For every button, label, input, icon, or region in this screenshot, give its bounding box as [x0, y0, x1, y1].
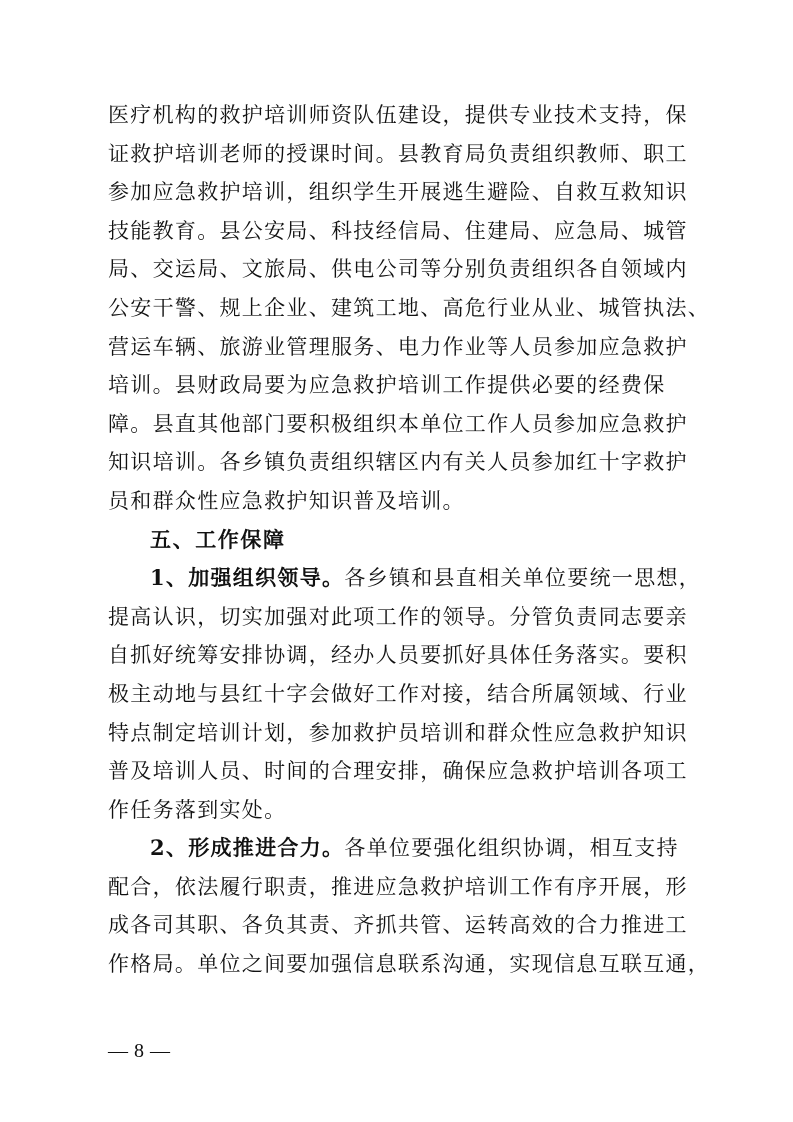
text-line: 技能教育。县公安局、科技经信局、住建局、应急局、城管	[108, 218, 688, 243]
item-first-line	[108, 559, 702, 598]
text-line: 成各司其职、各负其责、齐抓共管、运转高效的合力推进工	[108, 913, 688, 938]
text-line: 证救护培训老师的授课时间。县教育局负责组织教师、职工	[108, 141, 688, 166]
item-organization-leadership	[108, 559, 702, 829]
text-line: 特点制定培训计划，参加救护员培训和群众性应急救护知识	[108, 720, 688, 745]
text-line: 营运车辆、旅游业管理服务、电力作业等人员参加应急救护	[108, 334, 688, 359]
text-line: 知识培训。各乡镇负责组织辖区内有关人员参加红十字救护	[108, 450, 688, 475]
item-text: 各乡镇和县直相关单位要统一思想，	[344, 566, 702, 591]
text-line: 作任务落到实处。	[108, 797, 287, 822]
text-line: 参加应急救护培训，组织学生开展逃生避险、自救互救知识	[108, 180, 688, 205]
section-heading: 五、工作保障	[150, 527, 286, 552]
text-line: 配合，依法履行职责，推进应急救护培训工作有序开展，形	[108, 874, 688, 899]
text-line: 自抓好统筹安排协调，经办人员要抓好具体任务落实。要积	[108, 643, 688, 668]
text-line: 提高认识，切实加强对此项工作的领导。分管负责同志要亲	[108, 604, 688, 629]
text-line: 员和群众性应急救护知识普及培训。	[108, 488, 465, 513]
page-number: — 8 —	[108, 1040, 171, 1062]
item-first-line	[108, 829, 698, 868]
document-body	[108, 96, 711, 984]
text-line: 极主动地与县红十字会做好工作对接，结合所属领域、行业	[108, 681, 688, 706]
paragraph-responsibilities	[108, 96, 711, 521]
text-line: 公安干警、规上企业、建筑工地、高危行业从业、城管执法、	[108, 295, 711, 320]
text-line: 普及培训人员、时间的合理安排，确保应急救护培训各项工	[108, 759, 688, 784]
text-line: 医疗机构的救护培训师资队伍建设，提供专业技术支持，保	[108, 103, 688, 127]
text-line: 培训。县财政局要为应急救护培训工作提供必要的经费保	[108, 373, 666, 398]
text-line: 障。县直其他部门要积极组织本单位工作人员参加应急救护	[108, 411, 688, 436]
item-title: 2、形成推进合力。	[150, 835, 345, 861]
text-line: 局、交运局、文旅局、供电公司等分别负责组织各自领域内	[108, 257, 688, 282]
text-line: 作格局。单位之间要加强信息联系沟通，实现信息互联互通，	[108, 952, 711, 977]
item-text: 各单位要强化组织协调，相互支持	[344, 836, 679, 861]
item-joint-effort	[108, 829, 711, 983]
item-title: 1、加强组织领导。	[150, 565, 345, 591]
